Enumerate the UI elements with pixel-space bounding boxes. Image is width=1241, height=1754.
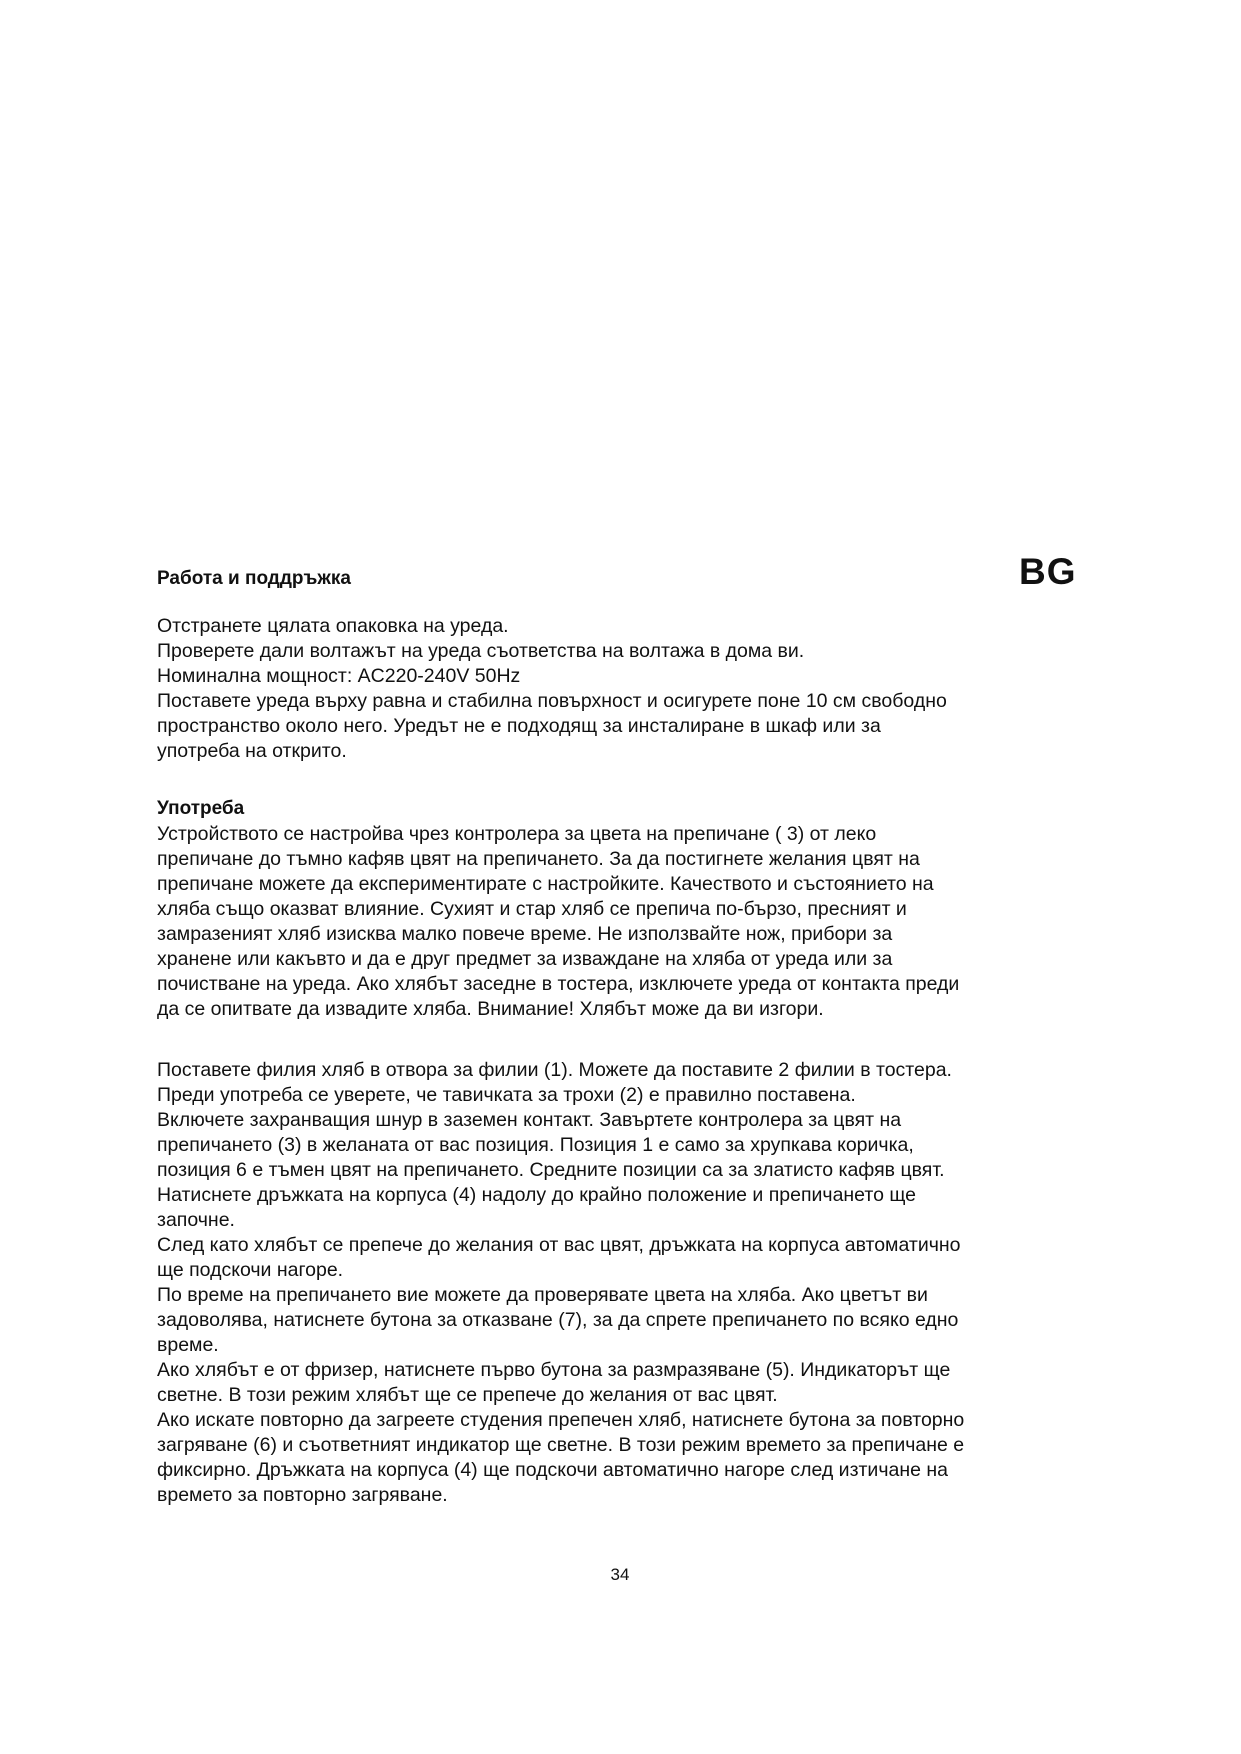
usage-section [157, 796, 1097, 1022]
intro-line: Поставете уреда върху равна и стабилна повърхност и осигурете поне 10 см свободно [157, 690, 947, 712]
instruction-line: Ако хлябът е от фризер, натиснете първо бутона за размразяване (5). Индикаторът ще [157, 1359, 951, 1381]
usage-line: хранене или какъвто и да е друг предмет за изваждане на хляба от уреда или за [157, 948, 893, 970]
instruction-line: време. [157, 1334, 219, 1356]
usage-line: почистване на уреда. Ако хлябът заседне в тостера, изключете уреда от контакта преди [157, 973, 960, 995]
instruction-line: Натиснете дръжката на корпуса (4) надолу до крайно положение и препичането ще [157, 1184, 917, 1206]
instruction-line: загряване (6) и съответният индикатор ще светне. В този режим времето за препичане е [157, 1434, 965, 1456]
instruction-line: светне. В този режим хлябът ще се препече до желания от вас цвят. [157, 1384, 778, 1406]
intro-line: пространство около него. Уредът не е подходящ за инсталиране в шкаф или за [157, 715, 881, 737]
instruction-line: Преди употреба се уверете, че тавичката за трохи (2) е правилно поставена. [157, 1084, 856, 1106]
instruction-line: започне. [157, 1209, 235, 1231]
intro-paragraph [157, 614, 1097, 764]
intro-line: Номинална мощност: AC220-240V 50Hz [157, 665, 521, 687]
instruction-line: времето за повторно загряване. [157, 1484, 448, 1506]
usage-line: Устройството се настройва чрез контролера за цвета на препичане ( 3) от леко [157, 823, 877, 845]
page-number: 34 [610, 1565, 630, 1584]
section-title: Работа и поддръжка [157, 568, 351, 589]
instruction-line: Поставете филия хляб в отвора за филии (1). Можете да поставите 2 филии в тостера. [157, 1059, 952, 1081]
instructions-paragraph [157, 1058, 1097, 1508]
usage-line: препичане можете да експериментирате с настройките. Качеството и състоянието на [157, 873, 934, 895]
intro-line: Отстранете цялата опаковка на уреда. [157, 615, 509, 637]
instruction-line: По време на препичането вие можете да проверявате цвета на хляба. Ако цветът ви [157, 1284, 928, 1306]
instruction-line: позиция 6 е тъмен цвят на препичането. Средните позиции са за златисто кафяв цвят. [157, 1159, 945, 1181]
usage-line: препичане до тъмно кафяв цвят на препичането. За да постигнете желания цвят на [157, 848, 920, 870]
instruction-line: препичането (3) в желаната от вас позиция. Позиция 1 е само за хрупкава коричка, [157, 1134, 914, 1156]
intro-line: Проверете дали волтажът на уреда съответства на волтажа в дома ви. [157, 640, 805, 662]
instruction-line: фиксирно. Дръжката на корпуса (4) ще подскочи автоматично нагоре след изтичане на [157, 1459, 948, 1481]
instruction-line: Ако искате повторно да загреете студения препечен хляб, натиснете бутона за повторно [157, 1409, 965, 1431]
instruction-line: задоволява, натиснете бутона за отказване (7), за да спрете препичането по всяко едно [157, 1309, 959, 1331]
instruction-line: Включете захранващия шнур в заземен контакт. Завъртете контролера за цвят на [157, 1109, 902, 1131]
usage-title: Употреба [157, 798, 245, 819]
usage-line: да се опитвате да извадите хляба. Внимание! Хлябът може да ви изгори. [157, 998, 824, 1020]
usage-line: замразеният хляб изисква малко повече време. Не използвайте нож, прибори за [157, 923, 893, 945]
instruction-line: След като хлябът се препече до желания от вас цвят, дръжката на корпуса автоматично [157, 1234, 961, 1256]
intro-line: употреба на открито. [157, 740, 347, 762]
usage-line: хляба също оказват влияние. Сухият и стар хляб се препича по-бързо, пресният и [157, 898, 907, 920]
instruction-line: ще подскочи нагоре. [157, 1259, 344, 1281]
language-code: BG [1019, 551, 1077, 592]
